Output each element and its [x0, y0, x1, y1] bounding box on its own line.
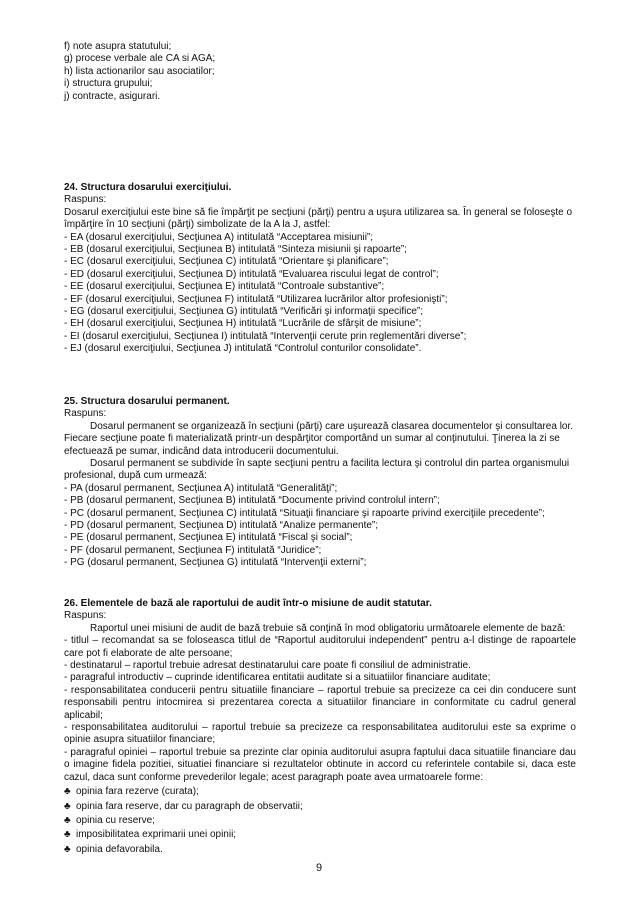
bullet-item	[64, 829, 576, 841]
section-26	[64, 598, 576, 856]
paragraph: Dosarul permanent se subdivide în sapte secţiuni pentru a facilita lectura şi controlul din partea organismului profesional, după cum urmează:	[64, 458, 570, 482]
list-item: - PB (dosarul permanent, Secţiunea B) intitulată “Documente privind controlul intern”;	[64, 495, 440, 507]
bullet-text: opinia defavorabila.	[76, 843, 163, 855]
list-item: - EI (dosarul exerciţiului, Secţiunea I) intitulată “Intervenţii cerute prin reglementări diverse”;	[64, 330, 467, 342]
section-title: 25. Structura dosarului permanent.	[64, 396, 230, 407]
paragraph: Dosarul exerciţiului este bine să fie împărţit pe secţiuni (părţi) pentru a uşura utilizarea sa. În general se foloseşte o împărţire în 10 secţiuni (părţi) simbolizate de la A la J, astfel:	[64, 206, 573, 231]
list-item: - EE (dosarul exerciţiului, Secţiunea E) intitulată “Controale substantive”;	[64, 281, 385, 293]
list-continuation	[64, 41, 576, 103]
section-title: 24. Structura dosarului exerciţiului.	[64, 182, 232, 193]
bullet-item	[64, 815, 576, 827]
list-item: - EC (dosarul exerciţiului, Secţiunea C) intitulată “Orientare şi planificare”;	[64, 256, 389, 268]
bullet-text: opinia cu reserve;	[76, 814, 155, 826]
list-item: - paragraful introductiv – cuprinde identificarea entitatii auditate si a situatiilor financiare auditate;	[64, 672, 491, 684]
list-item: g) procese verbale ale CA si AGA;	[64, 53, 216, 65]
bullet-item	[64, 844, 576, 856]
list-item: - destinatarul – raportul trebuie adresat destinatarului care poate fi consiliul de administratie.	[64, 660, 471, 672]
list-item: - responsabilitatea auditorului – raportul trebuie sa precizeze ca responsabilitatea auditorului este sa exprime o opinie asupra situatiilor financiare;	[64, 722, 576, 746]
list-item: - PA (dosarul permanent, Secţiunea A) intitulată “Generalităţi”;	[64, 482, 338, 494]
answer-label: Raspuns:	[64, 194, 107, 206]
club-bullet-icon: ♣	[64, 800, 71, 812]
list-item: - PC (dosarul permanent, Secţiunea C) intitulată “Situaţii financiare şi rapoarte privind exerciţiile precedente”;	[64, 507, 545, 519]
bullet-text: imposibilitatea exprimarii unei opinii;	[76, 829, 237, 841]
list-item: - PD (dosarul permanent, Secţiunea D) intitulată “Analize permanente”;	[64, 520, 379, 532]
list-item: - PG (dosarul permanent, Secţiunea G) intitulată “Intervenţii externi”;	[64, 557, 367, 569]
section-title: 26. Elementele de bază ale raportului de audit într-o misiune de audit statutar.	[64, 598, 432, 609]
list-item: j) contracte, asigurari.	[64, 90, 161, 102]
club-bullet-icon: ♣	[64, 843, 71, 855]
club-bullet-icon: ♣	[64, 829, 71, 841]
bullet-item	[64, 801, 576, 813]
list-item: - ED (dosarul exerciţiului, Secţiunea D) intitulată “Evaluarea riscului legat de control”;	[64, 268, 439, 280]
list-item: - titlul – recomandat sa se foloseasca titlul de “Raportul auditorului independent” pentru a-l distinge de rapoartele care pot fi elaborate de alte persoane;	[64, 635, 576, 659]
list-item: - EH (dosarul exerciţiului, Secţiunea H) intitulată “Lucrările de sfârşit de misiune”;	[64, 318, 422, 330]
list-item: i) structura grupului;	[64, 78, 153, 90]
list-item: - EJ (dosarul exerciţiului, Secţiunea J) intitulată “Controlul conturilor consolidate”.	[64, 343, 422, 355]
list-item: - EG (dosarul exerciţiului, Secţiunea G) intitulată “Verificări şi informaţii specifice”;	[64, 306, 424, 318]
page-number: 9	[315, 862, 323, 874]
bullet-text: opinia fara rezerve (curata);	[76, 786, 199, 798]
section-24	[64, 182, 576, 356]
answer-label: Raspuns:	[64, 610, 107, 622]
bullet-item	[64, 786, 576, 798]
answer-label: Raspuns:	[64, 408, 107, 420]
list-item: - PE (dosarul permanent, Secţiunea E) intitulată “Fiscal şi social”;	[64, 532, 353, 544]
list-item: - EF (dosarul exerciţiului, Secţiunea F) intitulată “Utilizarea lucrărilor altor profesionişti”;	[64, 293, 448, 305]
club-bullet-icon: ♣	[64, 814, 71, 826]
list-item: h) lista actionarilor sau asociatilor;	[64, 65, 215, 77]
bullet-text: opinia fara reserve, dar cu paragraph de observatii;	[76, 800, 303, 812]
list-item: - paragraful opiniei – raportul trebuie sa prezinte clar opinia auditorului asupra faptului daca situatiile financiare dau o imagine fidela pozitiei, situatiei financiare si rezultatelor obtinute in accord cu referintele contabile si, daca este cazul, daca sunt conforme prevederilor legale; acest paragraph poate avea urmatoarele forme:	[64, 746, 576, 783]
list-item: - EB (dosarul exerciţiului, Secţiunea B) intitulată “Sinteza misiunii şi rapoarte”;	[64, 244, 407, 256]
list-item: - PF (dosarul permanent, Secţiunea F) intitulată “Juridice”;	[64, 544, 322, 556]
paragraph: Dosarul permanent se organizează în secţiuni (părţi) care uşurează clasarea documentelor şi consultarea lor. Fiecare secţiune poate fi materializată printr-un despărţitor comportând un sumar al conţinutului. Ţinerea la zi se efectuează pe sumar, indicând data introducerii documentului.	[64, 420, 574, 457]
list-item: - responsabilitatea conducerii pentru situatiile financiare – raportul trebuie sa precizeze ca cei din conducere sunt responsabili pentru intocmirea si prezentarea corecta a situatiilor financiare in conformitate cu cadrul general aplicabil;	[64, 684, 576, 721]
list-item: - EA (dosarul exerciţiului, Secţiunea A) intitulată “Acceptarea misiunii”;	[64, 231, 374, 243]
paragraph: Raportul unei misiuni de audit de bază trebuie să conţină în mod obligatoriu următoarele elemente de bază:	[90, 622, 566, 634]
section-25	[64, 396, 576, 570]
club-bullet-icon: ♣	[64, 786, 71, 798]
list-item: f) note asupra statutului;	[64, 41, 172, 52]
